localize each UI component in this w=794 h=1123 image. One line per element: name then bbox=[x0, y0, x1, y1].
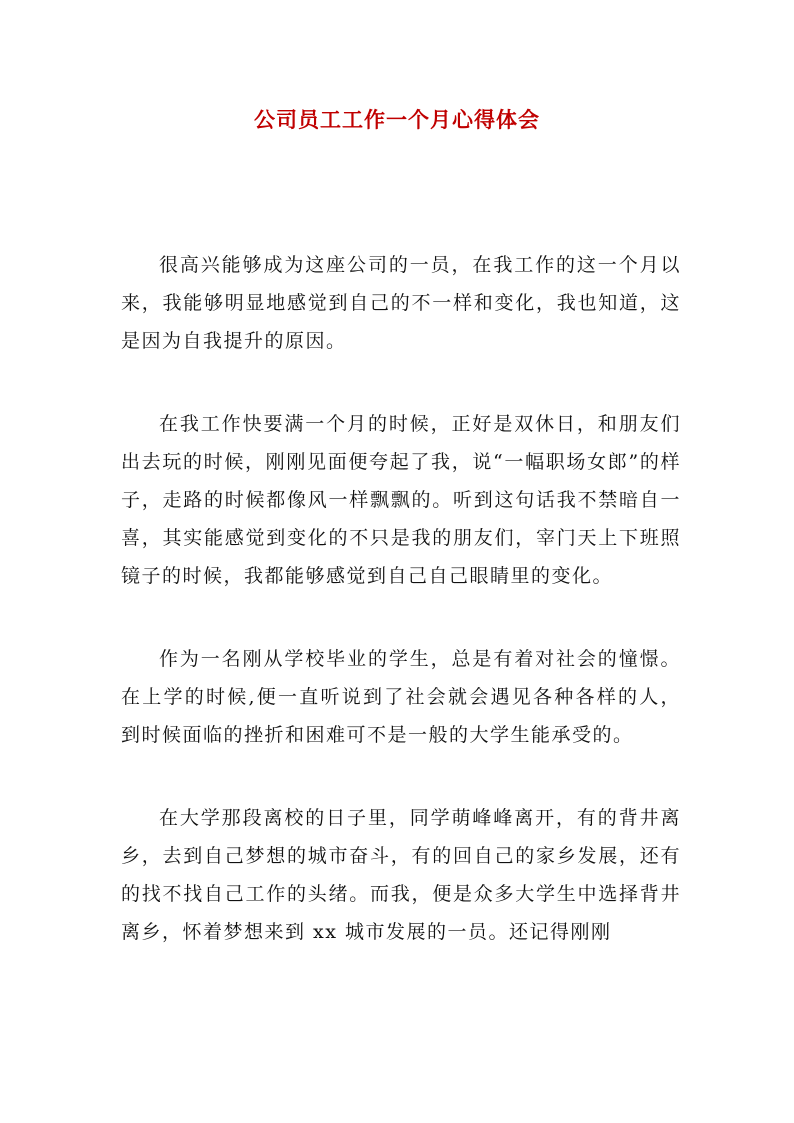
document-title: 公司员工工作一个月心得体会 bbox=[254, 107, 540, 132]
paragraph-2: 在我工作快要满一个月的时候，正好是双休日，和朋友们出去玩的时候，刚刚见面便夸起了我，说“一幅职场女郎”的样子，走路的时候都像风一样飘飘的。听到这句话我不禁暗自一喜，其实能感觉到变化的不只是我的朋友们，宰门天上下班照镜子的时候，我都能够感觉到自己自己眼睛里的变化。 bbox=[121, 413, 681, 587]
paragraph-4: 在大学那段离校的日子里，同学萌峰峰离开，有的背井离乡，去到自己梦想的城市奋斗，有的回自己的家乡发展，还有的找不找自己工作的头绪。而我，便是众多大学生中选择背井离乡，怀着梦想来到 xx 城市发展的一员。还记得刚刚 bbox=[121, 807, 681, 943]
document-body bbox=[121, 246, 681, 996]
paragraph-1: 很高兴能够成为这座公司的一员，在我工作的这一个月以来，我能够明显地感觉到自己的不一样和变化，我也知道，这是因为自我提升的原因。 bbox=[121, 254, 681, 352]
paragraph-3: 作为一名刚从学校毕业的学生，总是有着对社会的憧憬。在上学的时候,便一直听说到了社会就会遇见各种各样的人，到时候面临的挫折和困难可不是一般的大学生能承受的。 bbox=[121, 648, 681, 746]
